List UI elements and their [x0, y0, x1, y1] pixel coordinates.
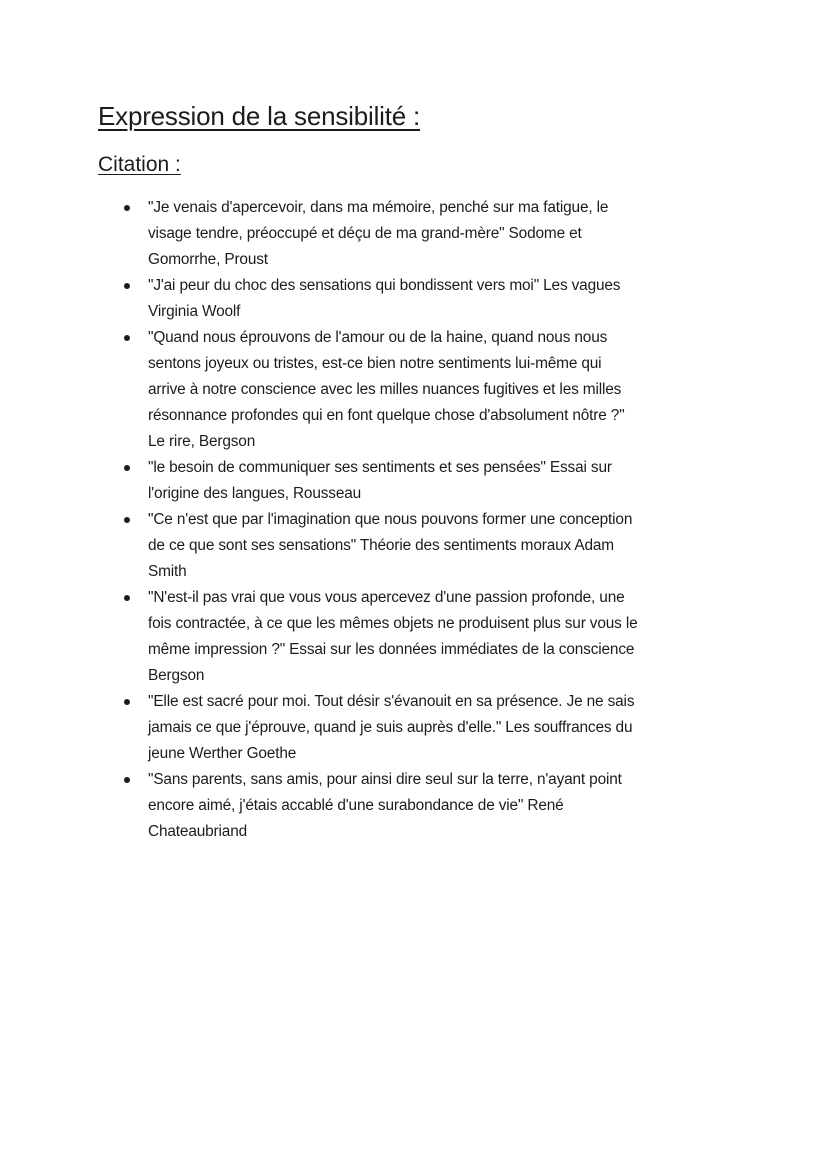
quote-item	[0, 195, 638, 273]
bullet-icon	[124, 595, 130, 601]
bullet-icon	[124, 777, 130, 783]
quote-text-line: fois contractée, à ce que les mêmes objets ne produisent plus sur vous le	[148, 615, 638, 632]
quote-item	[0, 767, 638, 845]
quote-text-line: arrive à notre conscience avec les milles nuances fugitives et les milles	[148, 381, 622, 398]
bullet-icon	[124, 335, 130, 341]
quote-item	[0, 507, 638, 585]
quote-text-line: "Sans parents, sans amis, pour ainsi dire seul sur la terre, n'ayant point	[148, 771, 622, 788]
bullet-icon	[124, 283, 130, 289]
quote-item	[0, 455, 638, 507]
quote-text-line: "N'est-il pas vrai que vous vous apercevez d'une passion profonde, une	[148, 589, 625, 606]
section-heading: Citation :	[98, 153, 181, 176]
bullet-icon	[124, 465, 130, 471]
quote-text-line: "Ce n'est que par l'imagination que nous pouvons former une conception	[148, 511, 633, 528]
quote-text-line: "le besoin de communiquer ses sentiments et ses pensées" Essai sur	[148, 459, 612, 476]
quote-item	[0, 325, 638, 455]
quote-text-line: "Je venais d'apercevoir, dans ma mémoire, penché sur ma fatigue, le	[148, 199, 609, 216]
bullet-icon	[124, 205, 130, 211]
bullet-icon	[124, 699, 130, 705]
quote-text-line: Virginia Woolf	[148, 303, 241, 320]
quote-text-line: "J'ai peur du choc des sensations qui bondissent vers moi" Les vagues	[148, 277, 621, 294]
page-title: Expression de la sensibilité :	[98, 101, 421, 131]
quote-text-line: visage tendre, préoccupé et déçu de ma grand-mère" Sodome et	[148, 225, 582, 242]
quote-text-line: Smith	[148, 563, 187, 580]
quote-text-line: encore aimé, j'étais accablé d'une surabondance de vie" René	[148, 797, 564, 814]
bullet-icon	[124, 517, 130, 523]
quote-item	[0, 273, 638, 325]
quote-text-line: jeune Werther Goethe	[148, 745, 297, 762]
quote-text-line: sentons joyeux ou tristes, est-ce bien notre sentiments lui-même qui	[148, 355, 602, 372]
quote-text-line: Bergson	[148, 667, 205, 684]
quote-item	[0, 585, 638, 689]
quote-text-line: même impression ?" Essai sur les données immédiates de la conscience	[148, 641, 635, 658]
quote-text-line: "Elle est sacré pour moi. Tout désir s'évanouit en sa présence. Je ne sais	[148, 693, 635, 710]
quote-text-line: Chateaubriand	[148, 823, 248, 840]
quote-text-line: Gomorrhe, Proust	[148, 251, 268, 268]
quote-text-line: jamais ce que j'éprouve, quand je suis auprès d'elle." Les souffrances du	[148, 719, 633, 736]
quote-text-line: résonnance profondes qui en font quelque chose d'absolument nôtre ?"	[148, 407, 625, 424]
quote-text-line: l'origine des langues, Rousseau	[148, 485, 362, 502]
quote-item	[0, 689, 638, 767]
quote-text-line: Le rire, Bergson	[148, 433, 256, 450]
quote-text-line: "Quand nous éprouvons de l'amour ou de la haine, quand nous nous	[148, 329, 608, 346]
quote-text-line: de ce que sont ses sensations" Théorie des sentiments moraux Adam	[148, 537, 614, 554]
quote-list	[0, 195, 638, 845]
